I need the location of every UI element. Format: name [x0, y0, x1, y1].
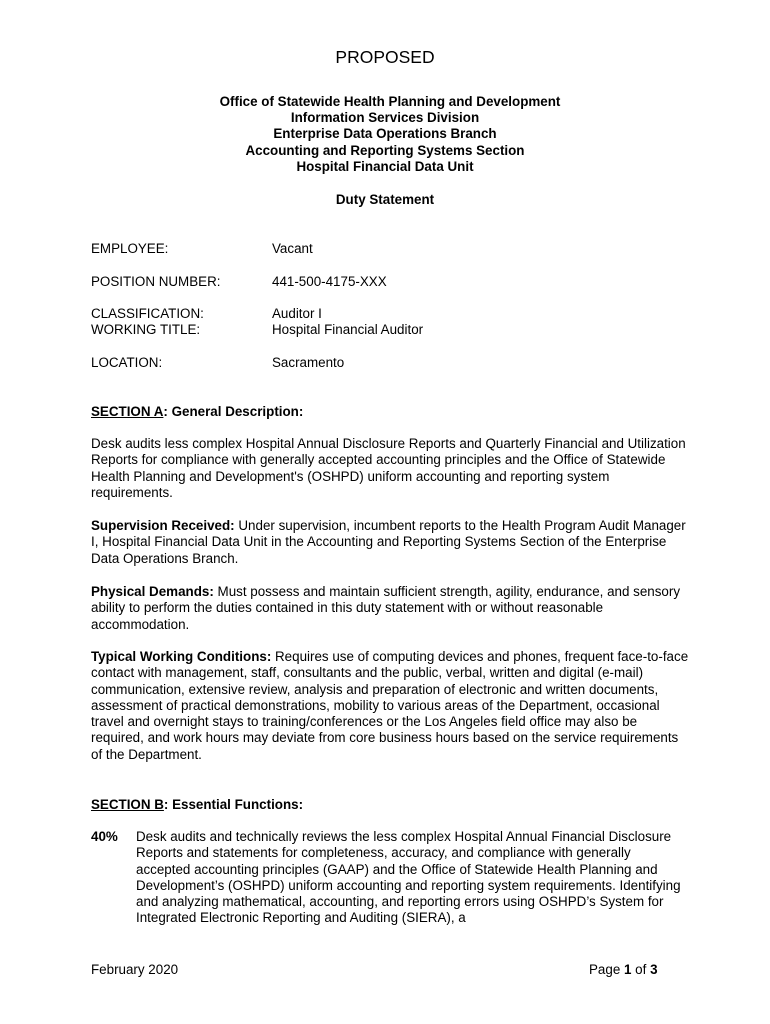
duty-statement-heading: Duty Statement: [335, 192, 435, 207]
physical-demands-label: Physical Demands:: [91, 584, 214, 599]
working-conditions-text: Requires use of computing devices and phones, frequent face-to-face contact with management, staff, consultants and the public, verbal, written and digital (e-mail) communication, extensive review, analysis and preparation of electronic and written documents, assessment of practical demonstrations, mobility to various areas of the Department, occasional travel and overnight stays to training/conferences or the Los Angeles field office may also be required, and work hours may deviate from core business hours based on the service requirements of the Department.: [91, 649, 689, 762]
section-a-heading: [91, 404, 303, 419]
supervision-text: Under supervision, incumbent reports to the Health Program Audit Manager I, Hospital Financial Data Unit in the Accounting and Reporting Systems Section of the Enterprise Data Operations Branch.: [91, 518, 686, 566]
footer-date: February 2020: [91, 962, 179, 977]
page-total: 3: [650, 962, 658, 977]
general-description: Desk audits less complex Hospital Annual Disclosure Reports and Quarterly Financial and Utilization Reports for compliance with generally accepted accounting principles and the Office of Statewide Health Planning and Development's (OSHPD) uniform accounting and reporting system requirements.: [91, 436, 686, 500]
section-b-label: SECTION B: [91, 797, 164, 812]
footer-page-number: [589, 962, 658, 977]
org-line-unit: Hospital Financial Data Unit: [296, 159, 474, 174]
employee-value: Vacant: [272, 241, 313, 256]
physical-demands-paragraph: [91, 584, 691, 633]
classification-value: Auditor I: [272, 306, 322, 321]
supervision-label: Supervision Received:: [91, 518, 235, 533]
function-percentage: 40%: [91, 829, 118, 844]
section-a-label: SECTION A: [91, 404, 164, 419]
org-line-section: Accounting and Reporting Systems Section: [245, 143, 525, 158]
working-title-label: WORKING TITLE:: [91, 322, 201, 337]
working-title-value: Hospital Financial Auditor: [272, 322, 424, 337]
working-conditions-label: Typical Working Conditions:: [91, 649, 272, 664]
page-prefix: Page: [589, 962, 624, 977]
physical-demands-text: Must possess and maintain sufficient strength, agility, endurance, and sensory ability to perform the duties contained in this duty statement with or without reasonable accommodation.: [91, 584, 681, 632]
position-number-value: 441-500-4175-XXX: [272, 274, 387, 289]
employee-label: EMPLOYEE:: [91, 241, 169, 256]
page-of: of: [631, 962, 651, 977]
page-current: 1: [624, 962, 632, 977]
section-b-heading: [91, 797, 303, 812]
location-label: LOCATION:: [91, 355, 163, 370]
org-line-office: Office of Statewide Health Planning and Development: [219, 94, 561, 109]
classification-label: CLASSIFICATION:: [91, 306, 204, 321]
org-line-branch: Enterprise Data Operations Branch: [273, 126, 497, 141]
position-number-label: POSITION NUMBER:: [91, 274, 221, 289]
org-line-division: Information Services Division: [290, 110, 480, 125]
essential-function-text: Desk audits and technically reviews the less complex Hospital Annual Financial Disclosure Reports and statements for completeness, accuracy, and compliance with generally accepted accounting principles (GAAP) and the Office of Statewide Health Planning and Development’s (OSHPD) uniform accounting and reporting system requirements. Identifying and analyzing mathematical, accounting, and reporting errors using OSHPD’s System for Integrated Electronic Reporting and Auditing (SIERA), a: [136, 829, 681, 926]
document-title: PROPOSED: [335, 47, 435, 67]
supervision-paragraph: [91, 518, 691, 567]
section-a-title: : General Description:: [163, 404, 304, 419]
section-b-title: : Essential Functions:: [163, 797, 304, 812]
location-value: Sacramento: [272, 355, 345, 370]
working-conditions-paragraph: [91, 649, 691, 763]
